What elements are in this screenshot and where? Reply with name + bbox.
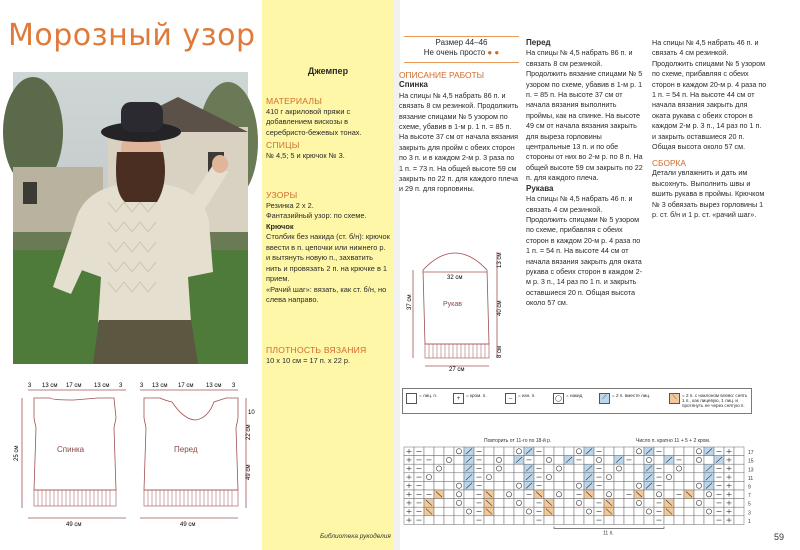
chart-cell xyxy=(514,481,524,490)
chart-cell xyxy=(674,516,684,525)
chart-cell xyxy=(634,507,644,516)
chart-cell xyxy=(624,464,634,473)
chart-cell xyxy=(494,490,504,499)
chart-cell xyxy=(684,464,694,473)
back-schematic xyxy=(14,378,132,528)
chart-cell xyxy=(684,516,694,525)
chart-cell xyxy=(594,456,604,465)
chart-cell xyxy=(554,473,564,482)
chart-cell xyxy=(454,499,464,508)
chart-cell xyxy=(564,499,574,508)
chart-cell xyxy=(554,499,564,508)
chart-cell xyxy=(674,499,684,508)
chart-cell xyxy=(514,447,524,456)
chart-cell xyxy=(464,516,474,525)
chart-cell xyxy=(604,516,614,525)
chart-cell xyxy=(614,499,624,508)
chart-cell xyxy=(444,464,454,473)
chart-cell xyxy=(544,456,554,465)
legend-label: = 2 п. с наклоном влево: снять 1 п., как лицевую, 1 лиц. и протянуть ее через снятую п. xyxy=(682,393,748,408)
difficulty-label: Не очень просто xyxy=(423,48,486,57)
chart-cell xyxy=(484,464,494,473)
front-dim-1: 13 см xyxy=(152,383,168,389)
density-section xyxy=(266,345,390,366)
chart-cell xyxy=(444,456,454,465)
legend-item xyxy=(669,393,749,408)
chart-cell xyxy=(634,447,644,456)
sleeve-dim-width: 32 см xyxy=(447,275,463,281)
front-bottom-dim: 49 см xyxy=(180,522,196,528)
legend-label: = изн. п. xyxy=(518,393,536,398)
sleeve-schematic xyxy=(405,244,505,372)
chart-cell xyxy=(514,473,524,482)
chart-cell xyxy=(454,473,464,482)
repeat-bracket xyxy=(554,526,664,528)
chart-cell xyxy=(454,490,464,499)
garment-heading: Джемпер xyxy=(307,66,349,76)
chart-cell xyxy=(704,456,714,465)
chart-cell xyxy=(504,456,514,465)
chart-cell xyxy=(444,499,454,508)
assembly-text: Детали увлажнить и дать им высохнуть. Выполнить швы и вшить рукава в проймы. Крючком № 3 обвязать вырез горловины 1 р. ст. б/н и 1 р. ст. «рачий шаг». xyxy=(652,168,765,220)
sleeves-continued xyxy=(652,38,767,220)
page-number: 59 xyxy=(774,532,785,542)
repeat-label: 11 п. xyxy=(603,530,614,537)
chart-cell xyxy=(694,507,704,516)
chart-cell xyxy=(614,481,624,490)
chart-cell xyxy=(504,516,514,525)
chart-cell xyxy=(614,516,624,525)
chart-cell xyxy=(674,447,684,456)
chart-cell xyxy=(704,499,714,508)
legend-label: = кром. п. xyxy=(466,393,487,398)
chart-cell xyxy=(674,473,684,482)
sleeve-dim-cuff: 8 см xyxy=(497,345,503,358)
needles-head: СПИЦЫ xyxy=(266,140,300,150)
chart-cell xyxy=(614,490,624,499)
chart-cell xyxy=(734,499,744,508)
back-dim-3: 13 см xyxy=(94,383,110,389)
chart-cell xyxy=(494,481,504,490)
front-dim-3: 13 см xyxy=(206,383,222,389)
chart-cell xyxy=(444,447,454,456)
chart-cell xyxy=(674,464,684,473)
chart-cell xyxy=(424,473,434,482)
chart-cell xyxy=(424,516,434,525)
chart-cell xyxy=(584,507,594,516)
chart-cell xyxy=(564,507,574,516)
chart-cell xyxy=(514,507,524,516)
chart-cell xyxy=(434,456,444,465)
chart-row-number: 15 xyxy=(748,458,754,465)
chart-cell xyxy=(734,516,744,525)
chart-cell xyxy=(494,507,504,516)
size-rule-bottom xyxy=(404,62,519,63)
front-schematic xyxy=(134,378,256,528)
chart-cell xyxy=(424,464,434,473)
crochet-text: Столбик без накида (ст. б/н): крючок ввести в п. цепочки или нижнего р. и вытянуть новую п., захватить нить и провязать 2 п. на крючке в 1 прием. xyxy=(266,232,390,283)
knitting-chart xyxy=(402,445,764,537)
chart-cell xyxy=(684,499,694,508)
chart-cell xyxy=(684,456,694,465)
ssk-icon: ⟍ xyxy=(669,393,680,404)
back-dim-1: 13 см xyxy=(42,383,58,389)
chart-cell xyxy=(504,464,514,473)
chart-cell xyxy=(434,473,444,482)
chart-cell xyxy=(584,499,594,508)
back-bottom-dim: 49 см xyxy=(66,522,82,528)
chart-cell xyxy=(694,516,704,525)
chart-cell xyxy=(684,473,694,482)
chart-cell xyxy=(564,481,574,490)
chart-cell xyxy=(454,507,464,516)
chart-cell xyxy=(544,464,554,473)
chart-cell xyxy=(464,507,474,516)
chart-cell xyxy=(544,516,554,525)
model-photo xyxy=(13,72,248,364)
chart-cell xyxy=(694,490,704,499)
chart-cell xyxy=(694,473,704,482)
difficulty xyxy=(404,48,519,58)
front-dim-0: 3 xyxy=(140,383,144,389)
chart-cell xyxy=(574,499,584,508)
chart-cell xyxy=(484,516,494,525)
chart-cell xyxy=(464,490,474,499)
chart-cell xyxy=(644,499,654,508)
legend-label: = 2 п. вместе лиц. xyxy=(612,393,651,398)
chart-row-number: 1 xyxy=(748,518,751,525)
chart-cell xyxy=(454,481,464,490)
chart-cell xyxy=(664,481,674,490)
chart-cell xyxy=(614,464,624,473)
chart-cell xyxy=(484,456,494,465)
chart-cell xyxy=(574,481,584,490)
chart-cell xyxy=(454,516,464,525)
chart-cell xyxy=(504,490,514,499)
chart-cell xyxy=(574,464,584,473)
chart-caption-left: Повторить от 11-го по 18-й р. xyxy=(484,438,552,444)
size-box xyxy=(404,38,519,58)
chart-cell xyxy=(434,499,444,508)
back-instructions xyxy=(399,70,519,195)
sleeve-dim-bottom: 27 см xyxy=(449,367,465,373)
chart-cell xyxy=(664,464,674,473)
back-dim-0: 3 xyxy=(28,383,32,389)
chart-cell xyxy=(604,473,614,482)
chart-cell xyxy=(554,447,564,456)
chart-cell xyxy=(574,447,584,456)
chart-cell xyxy=(704,516,714,525)
chart-cell xyxy=(564,447,574,456)
front-side-dim-a: 22 см xyxy=(246,424,252,440)
chart-cell xyxy=(634,481,644,490)
chart-cell xyxy=(644,507,654,516)
chart-cell xyxy=(514,490,524,499)
back-dim-4: 3 xyxy=(119,383,123,389)
pattern-2: Фантазийный узор: по схеме. xyxy=(266,211,367,220)
patterns-section xyxy=(266,190,390,306)
footer: Библиотека рукоделия xyxy=(320,533,391,540)
chart-cell xyxy=(514,464,524,473)
legend-label: = накид xyxy=(566,393,583,398)
chart-cell xyxy=(454,456,464,465)
chart-cell xyxy=(664,490,674,499)
front-head: Перед xyxy=(526,38,551,47)
chart-cell xyxy=(734,473,744,482)
size-label: Размер 44–46 xyxy=(435,38,488,47)
chart-cell xyxy=(444,507,454,516)
chart-row-number: 9 xyxy=(748,484,751,491)
chart-cell xyxy=(504,447,514,456)
chart-cell xyxy=(434,481,444,490)
chart-cell xyxy=(524,499,534,508)
front-dim-2: 17 см xyxy=(178,383,194,389)
assembly-head: СБОРКА xyxy=(652,158,687,168)
front-side-dim-top: 10 xyxy=(248,410,255,416)
chart-cell xyxy=(554,490,564,499)
front-side-dim-b: 49 см xyxy=(246,464,252,480)
back-label: Спинка xyxy=(57,445,85,454)
chart-cell xyxy=(694,464,704,473)
chart-cell xyxy=(604,464,614,473)
chart-cell xyxy=(494,456,504,465)
chart-cell xyxy=(444,516,454,525)
size-rule-top xyxy=(404,36,519,37)
chart-cell xyxy=(624,473,634,482)
chart-cell xyxy=(734,456,744,465)
edge-stitch-icon: + xyxy=(453,393,464,404)
legend-item xyxy=(505,393,536,404)
front-dim-4: 3 xyxy=(232,383,236,389)
chart-cell xyxy=(654,456,664,465)
chart-cell xyxy=(494,447,504,456)
front-label: Перед xyxy=(174,445,198,454)
chart-cell xyxy=(564,464,574,473)
symbol-legend xyxy=(402,388,752,414)
purl-icon: – xyxy=(505,393,516,404)
chart-cell xyxy=(614,447,624,456)
chart-cell xyxy=(554,464,564,473)
chart-cell xyxy=(514,499,524,508)
chart-cell xyxy=(514,516,524,525)
chart-cell xyxy=(434,507,444,516)
chart-cell xyxy=(734,447,744,456)
chart-row-number: 3 xyxy=(748,510,751,517)
materials-section xyxy=(266,96,390,138)
sleeves-head: Рукава xyxy=(526,183,554,193)
chart-cell xyxy=(574,507,584,516)
chart-cell xyxy=(664,447,674,456)
density-head: ПЛОТНОСТЬ ВЯЗАНИЯ xyxy=(266,345,367,355)
chart-cell xyxy=(504,481,514,490)
chart-cell xyxy=(604,456,614,465)
chart-cell xyxy=(664,473,674,482)
chart-cell xyxy=(484,447,494,456)
chart-cell xyxy=(554,516,564,525)
needles-section xyxy=(266,140,390,161)
materials-text: 410 г акриловой пряжи с добавлением вискозы в серебристо-бежевых тонах. xyxy=(266,106,362,137)
chart-cell xyxy=(634,456,644,465)
chart-row-number: 17 xyxy=(748,450,754,457)
k2tog-icon: ⟋ xyxy=(599,393,610,404)
chart-cell xyxy=(494,499,504,508)
yarn-over-icon: ◯ xyxy=(553,393,564,404)
chart-cell xyxy=(544,473,554,482)
chart-cell xyxy=(454,447,464,456)
description-head: ОПИСАНИЕ РАБОТЫ xyxy=(399,70,485,80)
chart-cell xyxy=(694,481,704,490)
sleeve-dim-length: 40 см xyxy=(497,300,503,316)
chart-cell xyxy=(444,481,454,490)
chart-cell xyxy=(434,447,444,456)
chart-cell xyxy=(544,490,554,499)
chart-cell xyxy=(624,447,634,456)
chart-cell xyxy=(734,481,744,490)
chart-cell xyxy=(494,473,504,482)
chart-cell xyxy=(734,490,744,499)
difficulty-dots: ● ● xyxy=(487,48,500,57)
chart-cell xyxy=(544,481,554,490)
chart-cell xyxy=(614,473,624,482)
chart-cell xyxy=(494,516,504,525)
chart-cell xyxy=(424,481,434,490)
chart-cell xyxy=(554,481,564,490)
chart-cell xyxy=(634,499,644,508)
legend-item xyxy=(406,393,437,404)
sleeves-text-continued: На спицы № 4,5 набрать 46 п. и связать 4 см резинкой. Продолжить спицами № 5 узором по схеме, прибавляя с обеих сторон в каждом 20-м р. 4 раза по 1 п. = 54 п. На высоте 44 см от начала вязания закрыть для оката рукава с обеих сторон в каждом 2-м р. 3 п., 14 раз по 1 п. и закрыть оставшиеся 20 п. Общая высота около 57 см. xyxy=(652,38,767,152)
needles-text: № 4,5; 5 и крючок № 3. xyxy=(266,150,345,160)
chart-cell xyxy=(664,516,674,525)
back-head: Спинка xyxy=(399,80,428,90)
sleeve-dim-left: 37 см xyxy=(407,294,413,310)
chart-cell xyxy=(484,481,494,490)
density-text: 10 х 10 см = 17 п. х 22 р. xyxy=(266,355,351,365)
legend-label: = лиц. п. xyxy=(419,393,438,398)
chart-cell xyxy=(624,481,634,490)
chart-row-number: 13 xyxy=(748,467,754,474)
chart-row-number: 5 xyxy=(748,501,751,508)
chart-cell xyxy=(634,473,644,482)
chart-cell xyxy=(694,447,704,456)
chart-cell xyxy=(594,490,604,499)
chart-cell xyxy=(564,490,574,499)
chart-cell xyxy=(444,490,454,499)
chart-cell xyxy=(494,464,504,473)
front-instructions xyxy=(526,38,644,308)
chart-cell xyxy=(624,507,634,516)
back-dim-2: 17 см xyxy=(66,383,82,389)
sleeve-dim-cap: 13 см xyxy=(497,252,503,268)
front-text: На спицы № 4,5 набрать 86 п. и связать 8 см резинкой. Продолжить вязание спицами № 5 узором по схеме, убавив в 1-м р. 1 п. = 85 п. На высоте 37 см от начала вязания выполнить проймы, как на спинке. На высоте 49 см от начала вязания закрыть для выреза горловины центральные 13 п. и по обе стороны от них во 2-м р. по 8 п. На общей высоте 59 см закрыть по 22 п. для каждого плеча. xyxy=(526,48,643,183)
sleeve-label: Рукав xyxy=(443,301,462,308)
chart-cell xyxy=(524,507,534,516)
chart-cell xyxy=(684,447,694,456)
legend-item xyxy=(453,393,487,404)
back-side-dim: 25 см xyxy=(14,445,20,461)
chart-cell xyxy=(644,456,654,465)
chart-cell xyxy=(584,456,594,465)
chart-cell xyxy=(464,499,474,508)
chart-cell xyxy=(604,447,614,456)
chart-caption-right: Число п. кратно 11 + 5 + 2 кром. xyxy=(636,438,711,444)
chart-cell xyxy=(534,456,544,465)
chart-row-number: 11 xyxy=(748,475,754,482)
chart-cell xyxy=(504,499,514,508)
legend-item xyxy=(599,393,650,404)
chart-cell xyxy=(434,516,444,525)
chart-cell xyxy=(564,516,574,525)
chart-cell xyxy=(734,464,744,473)
chart-cell xyxy=(654,490,664,499)
chart-cell xyxy=(704,490,714,499)
chart-cell xyxy=(524,516,534,525)
chart-cell xyxy=(574,516,584,525)
materials-head: МАТЕРИАЛЫ xyxy=(266,96,323,106)
chart-cell xyxy=(484,473,494,482)
chart-cell xyxy=(544,447,554,456)
crochet-head: Крючок xyxy=(266,221,294,231)
chart-cell xyxy=(504,507,514,516)
legend-item xyxy=(553,393,582,404)
chart-cell xyxy=(434,464,444,473)
chart-cell xyxy=(554,456,564,465)
chart-cell xyxy=(684,507,694,516)
sleeves-text-a: На спицы № 4,5 набрать 46 п. и связать 4 см резинкой. Продолжить спицами № 5 узором по схеме, прибавляя с обеих сторон в каждом 20-м р. 4 раза по 1 п. = 54 п. На высоте 44 см от начала вязания закрыть для оката рукава с обеих сторон в каждом 2-м р. 3 п., 14 раз по 1 п. и закрыть оставшиеся 20 п. Общая высота около 57 см. xyxy=(526,194,642,308)
chart-cell xyxy=(454,464,464,473)
chart-cell xyxy=(624,516,634,525)
chart-cell xyxy=(704,507,714,516)
chart-cell xyxy=(634,464,644,473)
chart-cell xyxy=(644,490,654,499)
chart-row-number: 7 xyxy=(748,493,751,500)
chart-cell xyxy=(674,481,684,490)
chart-cell xyxy=(444,473,454,482)
chart-cell xyxy=(554,507,564,516)
knit-icon xyxy=(406,393,417,404)
chart-cell xyxy=(634,516,644,525)
chart-cell xyxy=(424,447,434,456)
chart-cell xyxy=(694,499,704,508)
chart-cell xyxy=(694,456,704,465)
back-text: На спицы № 4,5 набрать 86 п. и связать 8 см резинкой. Продолжить вязание спицами № 5 узором по схеме, убавив в 1-м р. 1 п. = 85 п. На высоте 37 см от начала вязания закрыть для пройм с обеих сторон по 3 п. и в каждом 2-м р. 3 раза по 1 п. = 73 п. На общей высоте 59 см закрыть по 22 п. для каждого плеча и 29 п. для горловины. xyxy=(399,90,519,194)
chart-cell xyxy=(504,473,514,482)
chart-cell xyxy=(614,507,624,516)
chart-cell xyxy=(644,516,654,525)
chart-cell xyxy=(574,473,584,482)
crab-stitch-text: «Рачий шаг»: вязать, как ст. б/н, но слева направо. xyxy=(266,284,387,304)
chart-cell xyxy=(684,481,694,490)
chart-cell xyxy=(604,490,614,499)
chart-cell xyxy=(564,473,574,482)
chart-cell xyxy=(584,516,594,525)
chart-cell xyxy=(624,499,634,508)
pattern-1: Резинка 2 х 2. xyxy=(266,200,314,210)
chart-cell xyxy=(604,481,614,490)
patterns-head: УЗОРЫ xyxy=(266,190,298,200)
chart-cell xyxy=(674,507,684,516)
page-title: Морозный узор xyxy=(8,18,256,53)
chart-cell xyxy=(734,507,744,516)
